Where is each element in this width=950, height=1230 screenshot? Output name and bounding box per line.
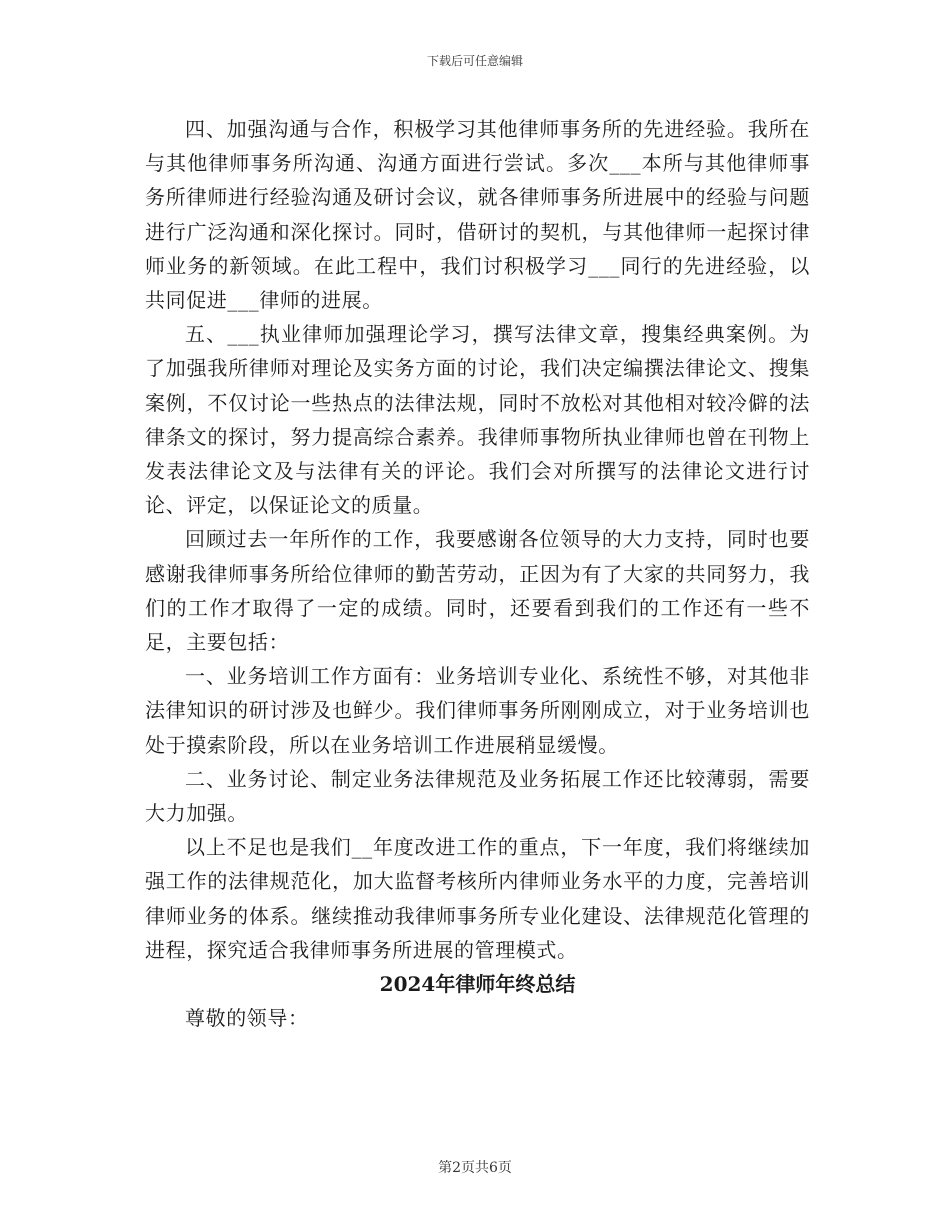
paragraph-next-year-plan: 以上不足也是我们__年度改进工作的重点，下一年度，我们将继续加强工作的法律规范化，加大监督考核所内律师业务水平的力度，完善培训律师业务的体系。继续推动我律师事务所专业化建设、法律规范化管理的进程，探究适合我律师事务所进展的管理模式。 — [145, 835, 810, 962]
paragraph-theory-study: 五、___执业律师加强理论学习，撰写法律文章，搜集经典案例。为了加强我所律师对理论及实务方面的讨论，我们决定编撰法律论文、搜集案例，不仅讨论一些热点的法律法规，同时不放松对其他相对较冷僻的法律条文的探讨，努力提高综合素养。我律师事物所执业律师也曾在刊物上发表法律论文及与法律有关的评论。我们会对所撰写的法律论文进行讨论、评定，以保证论文的质量。 — [145, 322, 810, 518]
paragraph-shortcoming-training: 一、业务培训工作方面有：业务培训专业化、系统性不够，对其他非法律知识的研讨涉及也鲜少。我们律师事务所刚刚成立，对于业务培训也处于摸索阶段，所以在业务培训工作进展稍显缓慢。 — [145, 664, 810, 757]
page-header: 下载后可任意编辑 — [426, 54, 523, 68]
paragraph-shortcoming-business: 二、业务讨论、制定业务法律规范及业务拓展工作还比较薄弱，需要大力加强。 — [145, 766, 810, 826]
paragraph-review-thanks: 回顾过去一年所作的工作，我要感谢各位领导的大力支持，同时也要感谢我律师事务所给位律师的勤苦劳动，正因为有了大家的共同努力，我们的工作才取得了一定的成绩。同时，还要看到我们的工作还有一些不足，主要包括： — [145, 527, 810, 655]
paragraph-strengthen-communication: 四、加强沟通与合作，积极学习其他律师事务所的先进经验。我所在与其他律师事务所沟通、沟通方面进行尝试。多次___本所与其他律师事务所律师进行经验沟通及研讨会议，就各律师事务所进展中的经验与问题进行广泛沟通和深化探讨。同时，借研讨的契机，与其他律师一起探讨律师业务的新领域。在此工程中，我们讨积极学习___同行的先进经验，以共同促进___律师的进展。 — [145, 117, 810, 313]
document-body — [145, 112, 810, 1035]
salutation: 尊敬的领导： — [185, 1006, 309, 1031]
section-title: 2024年律师年终总结 — [379, 972, 576, 997]
page-footer: 第2页共6页 — [438, 1160, 512, 1176]
